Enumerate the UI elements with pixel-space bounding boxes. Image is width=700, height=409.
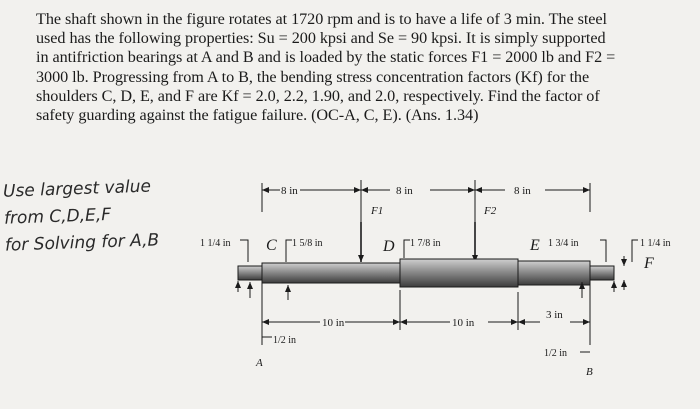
top-dimension: [262, 180, 590, 245]
note-line-3: for Solving for A,B: [4, 230, 160, 256]
problem-line: used has the following properties: Su = 200 kpsi and Se = 90 kpsi. It is simply supported: [36, 29, 606, 48]
dia-e-label: 1 3/4 in: [548, 238, 579, 249]
note-line-2: from C,D,E,F: [3, 204, 112, 229]
bearing-b-label: B: [586, 366, 593, 378]
bearing-a-label: A: [256, 357, 263, 369]
fillet-left-label: 1/2 in: [273, 335, 297, 346]
shoulder-e-label: E: [530, 237, 540, 254]
dia-c-label: 1 5/8 in: [292, 238, 323, 249]
problem-line: safety guarding against the fatigue failure. (OC-A, C, E). (Ans. 1.34): [36, 106, 479, 125]
shoulder-c-label: C: [266, 237, 277, 254]
problem-line: The shaft shown in the figure rotates at 1720 rpm and is to have a life of 3 min. The steel: [36, 10, 608, 28]
fillet-right-label: 1/2 in: [544, 348, 568, 359]
shoulder-f-label: F: [644, 255, 654, 272]
dia-left-label: 1 1/4 in: [200, 238, 231, 249]
fillet-leaders: [262, 337, 590, 352]
force-f1-label: F1: [371, 205, 384, 217]
shaft: [238, 259, 614, 287]
dim-top-2: 8 in: [396, 185, 413, 197]
note-line-1: Use largest value: [2, 176, 152, 202]
dim-bottom-1: 10 in: [322, 317, 345, 329]
bottom-dimension: [262, 290, 590, 330]
force-f2-label: F2: [484, 205, 497, 217]
shoulder-d-label: D: [383, 238, 395, 255]
problem-line: shoulders C, D, E, and F are Kf = 2.0, 2.2, 1.90, and 2.0, respectively. Find the factor of: [36, 86, 600, 105]
problem-line: in antifriction bearings at A and B and is loaded by the static forces F1 = 2000 lb and F2 =: [36, 48, 616, 67]
dim-top-1: 8 in: [281, 185, 298, 197]
dim-bottom-2: 10 in: [452, 317, 475, 329]
dim-top-3: 8 in: [514, 185, 531, 197]
dia-right-label: 1 1/4 in: [640, 238, 671, 249]
problem-line: 3000 lb. Progressing from A to B, the bending stress concentration factors (Kf) for the: [36, 67, 590, 86]
dim-bottom-3: 3 in: [546, 309, 563, 321]
dia-d-label: 1 7/8 in: [410, 238, 441, 249]
